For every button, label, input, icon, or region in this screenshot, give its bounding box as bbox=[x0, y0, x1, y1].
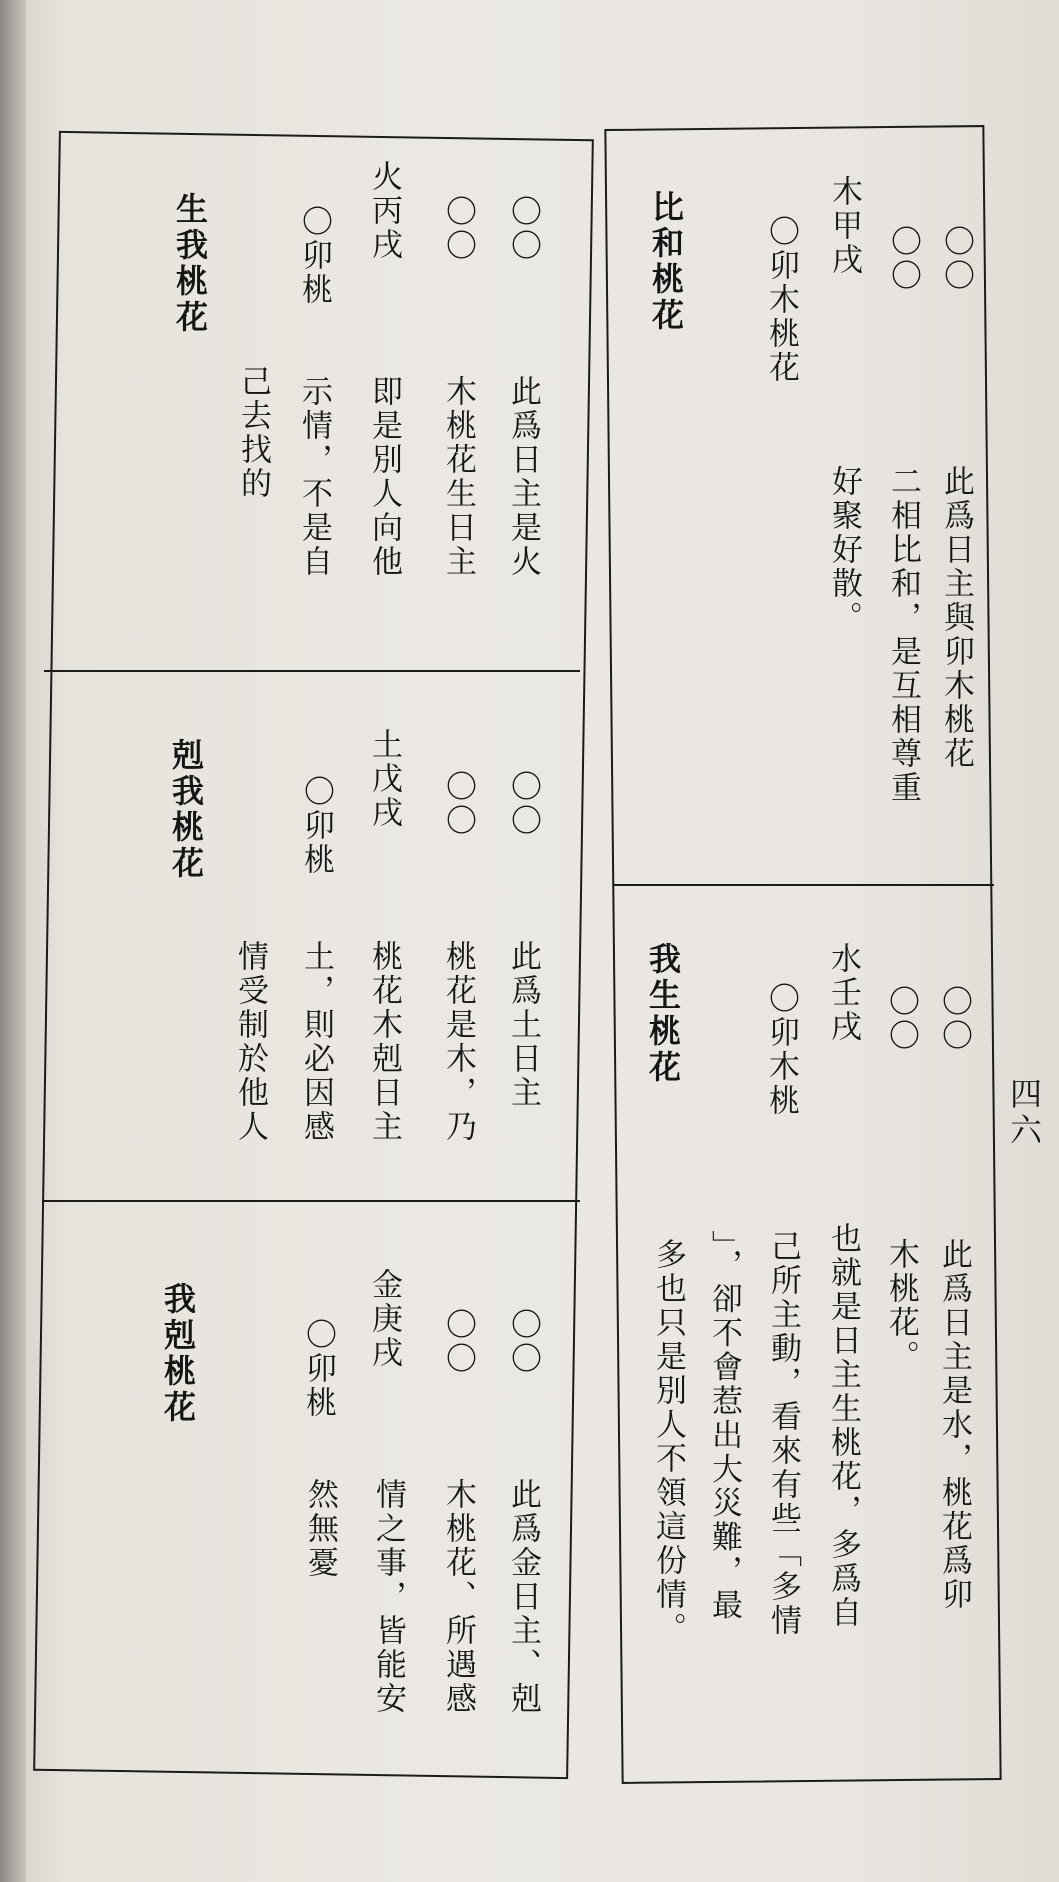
bihe-section-title: 比和桃花 bbox=[647, 190, 685, 334]
wosheng-text-line-1: 此爲日主是水，桃花爲卯 bbox=[936, 1238, 972, 1612]
kewo-text-line-4: 土，則必因感 bbox=[298, 940, 334, 1144]
page-number: 四六 bbox=[1005, 1077, 1043, 1149]
woke-text-line-3: 情之事，皆能安 bbox=[370, 1478, 406, 1716]
kewo-peach-label: 〇卯桃 bbox=[298, 775, 334, 877]
woke-pillar-1: 〇〇 bbox=[505, 1308, 541, 1376]
bihe-pillar-1: 〇〇 bbox=[938, 225, 974, 293]
kewo-text-line-5: 情受制於他人 bbox=[232, 940, 268, 1144]
wosheng-pillar-2: 〇〇 bbox=[883, 985, 919, 1053]
kewo-pillar-2: 〇〇 bbox=[440, 770, 476, 838]
wosheng-section-title: 我生桃花 bbox=[644, 942, 682, 1086]
wosheng-pillar-3: 水壬戌 bbox=[825, 942, 861, 1044]
shengwo-section-title: 生我桃花 bbox=[171, 192, 209, 336]
shengwo-pillar-3: 火丙戌 bbox=[366, 160, 402, 262]
kewo-section-title: 剋我桃花 bbox=[167, 738, 205, 882]
shengwo-peach-label: 〇卯桃 bbox=[296, 205, 332, 307]
shengwo-text-line-4: 示情，不是自 bbox=[296, 375, 332, 579]
woke-peach-label: 〇卯桃 bbox=[300, 1318, 336, 1420]
wosheng-pillar-1: 〇〇 bbox=[936, 985, 972, 1053]
shengwo-text-line-1: 此爲日主是火 bbox=[505, 375, 541, 579]
kewo-text-line-1: 此爲土日主 bbox=[505, 940, 541, 1110]
wosheng-text-line-5: 」，卻不會惹出大災難，最 bbox=[706, 1230, 742, 1623]
woke-section-title: 我剋桃花 bbox=[159, 1282, 197, 1426]
bihe-peach-label: 〇卯木桃花 bbox=[763, 215, 799, 385]
shengwo-pillar-1: 〇〇 bbox=[505, 195, 541, 263]
woke-text-line-4: 然無憂 bbox=[302, 1478, 338, 1580]
bihe-text-line-3: 好聚好散。 bbox=[826, 465, 862, 635]
shengwo-text-line-3: 即是別人向他 bbox=[366, 375, 402, 579]
wosheng-text-line-3: 也就是日主生桃花，多爲自 bbox=[825, 1222, 861, 1630]
wosheng-text-line-2: 木桃花。 bbox=[883, 1238, 919, 1374]
wosheng-text-line-6: 多也只是別人不領這份情。 bbox=[650, 1238, 686, 1646]
shengwo-pillar-2: 〇〇 bbox=[440, 195, 476, 263]
right-table-divider bbox=[614, 884, 994, 886]
left-table-divider-2 bbox=[42, 1200, 580, 1202]
bihe-text-line-2: 二相比和，是互相尊重 bbox=[885, 465, 921, 805]
woke-text-line-2: 木桃花、所遇感 bbox=[440, 1478, 476, 1716]
left-table-divider-1 bbox=[44, 670, 580, 672]
kewo-pillar-1: 〇〇 bbox=[505, 770, 541, 838]
bihe-pillar-3: 木甲戌 bbox=[826, 175, 862, 277]
woke-pillar-3: 金庚戌 bbox=[366, 1268, 402, 1370]
bihe-pillar-2: 〇〇 bbox=[885, 225, 921, 293]
shengwo-text-line-5: 己去找的 bbox=[235, 365, 271, 501]
page-gutter-shadow bbox=[0, 0, 26, 1882]
shengwo-text-line-2: 木桃花生日主 bbox=[440, 375, 476, 579]
kewo-text-line-2: 桃花是木，乃 bbox=[440, 940, 476, 1144]
kewo-pillar-3: 土戊戌 bbox=[366, 728, 402, 830]
wosheng-peach-label: 〇卯木桃 bbox=[763, 982, 799, 1118]
wosheng-text-line-4: 己所主動，看來有些「多情 bbox=[765, 1230, 801, 1638]
kewo-text-line-3: 桃花木剋日主 bbox=[366, 940, 402, 1144]
bihe-text-line-1: 此爲日主與卯木桃花 bbox=[938, 465, 974, 771]
woke-text-line-1: 此爲金日主、剋 bbox=[505, 1478, 541, 1716]
woke-pillar-2: 〇〇 bbox=[440, 1308, 476, 1376]
